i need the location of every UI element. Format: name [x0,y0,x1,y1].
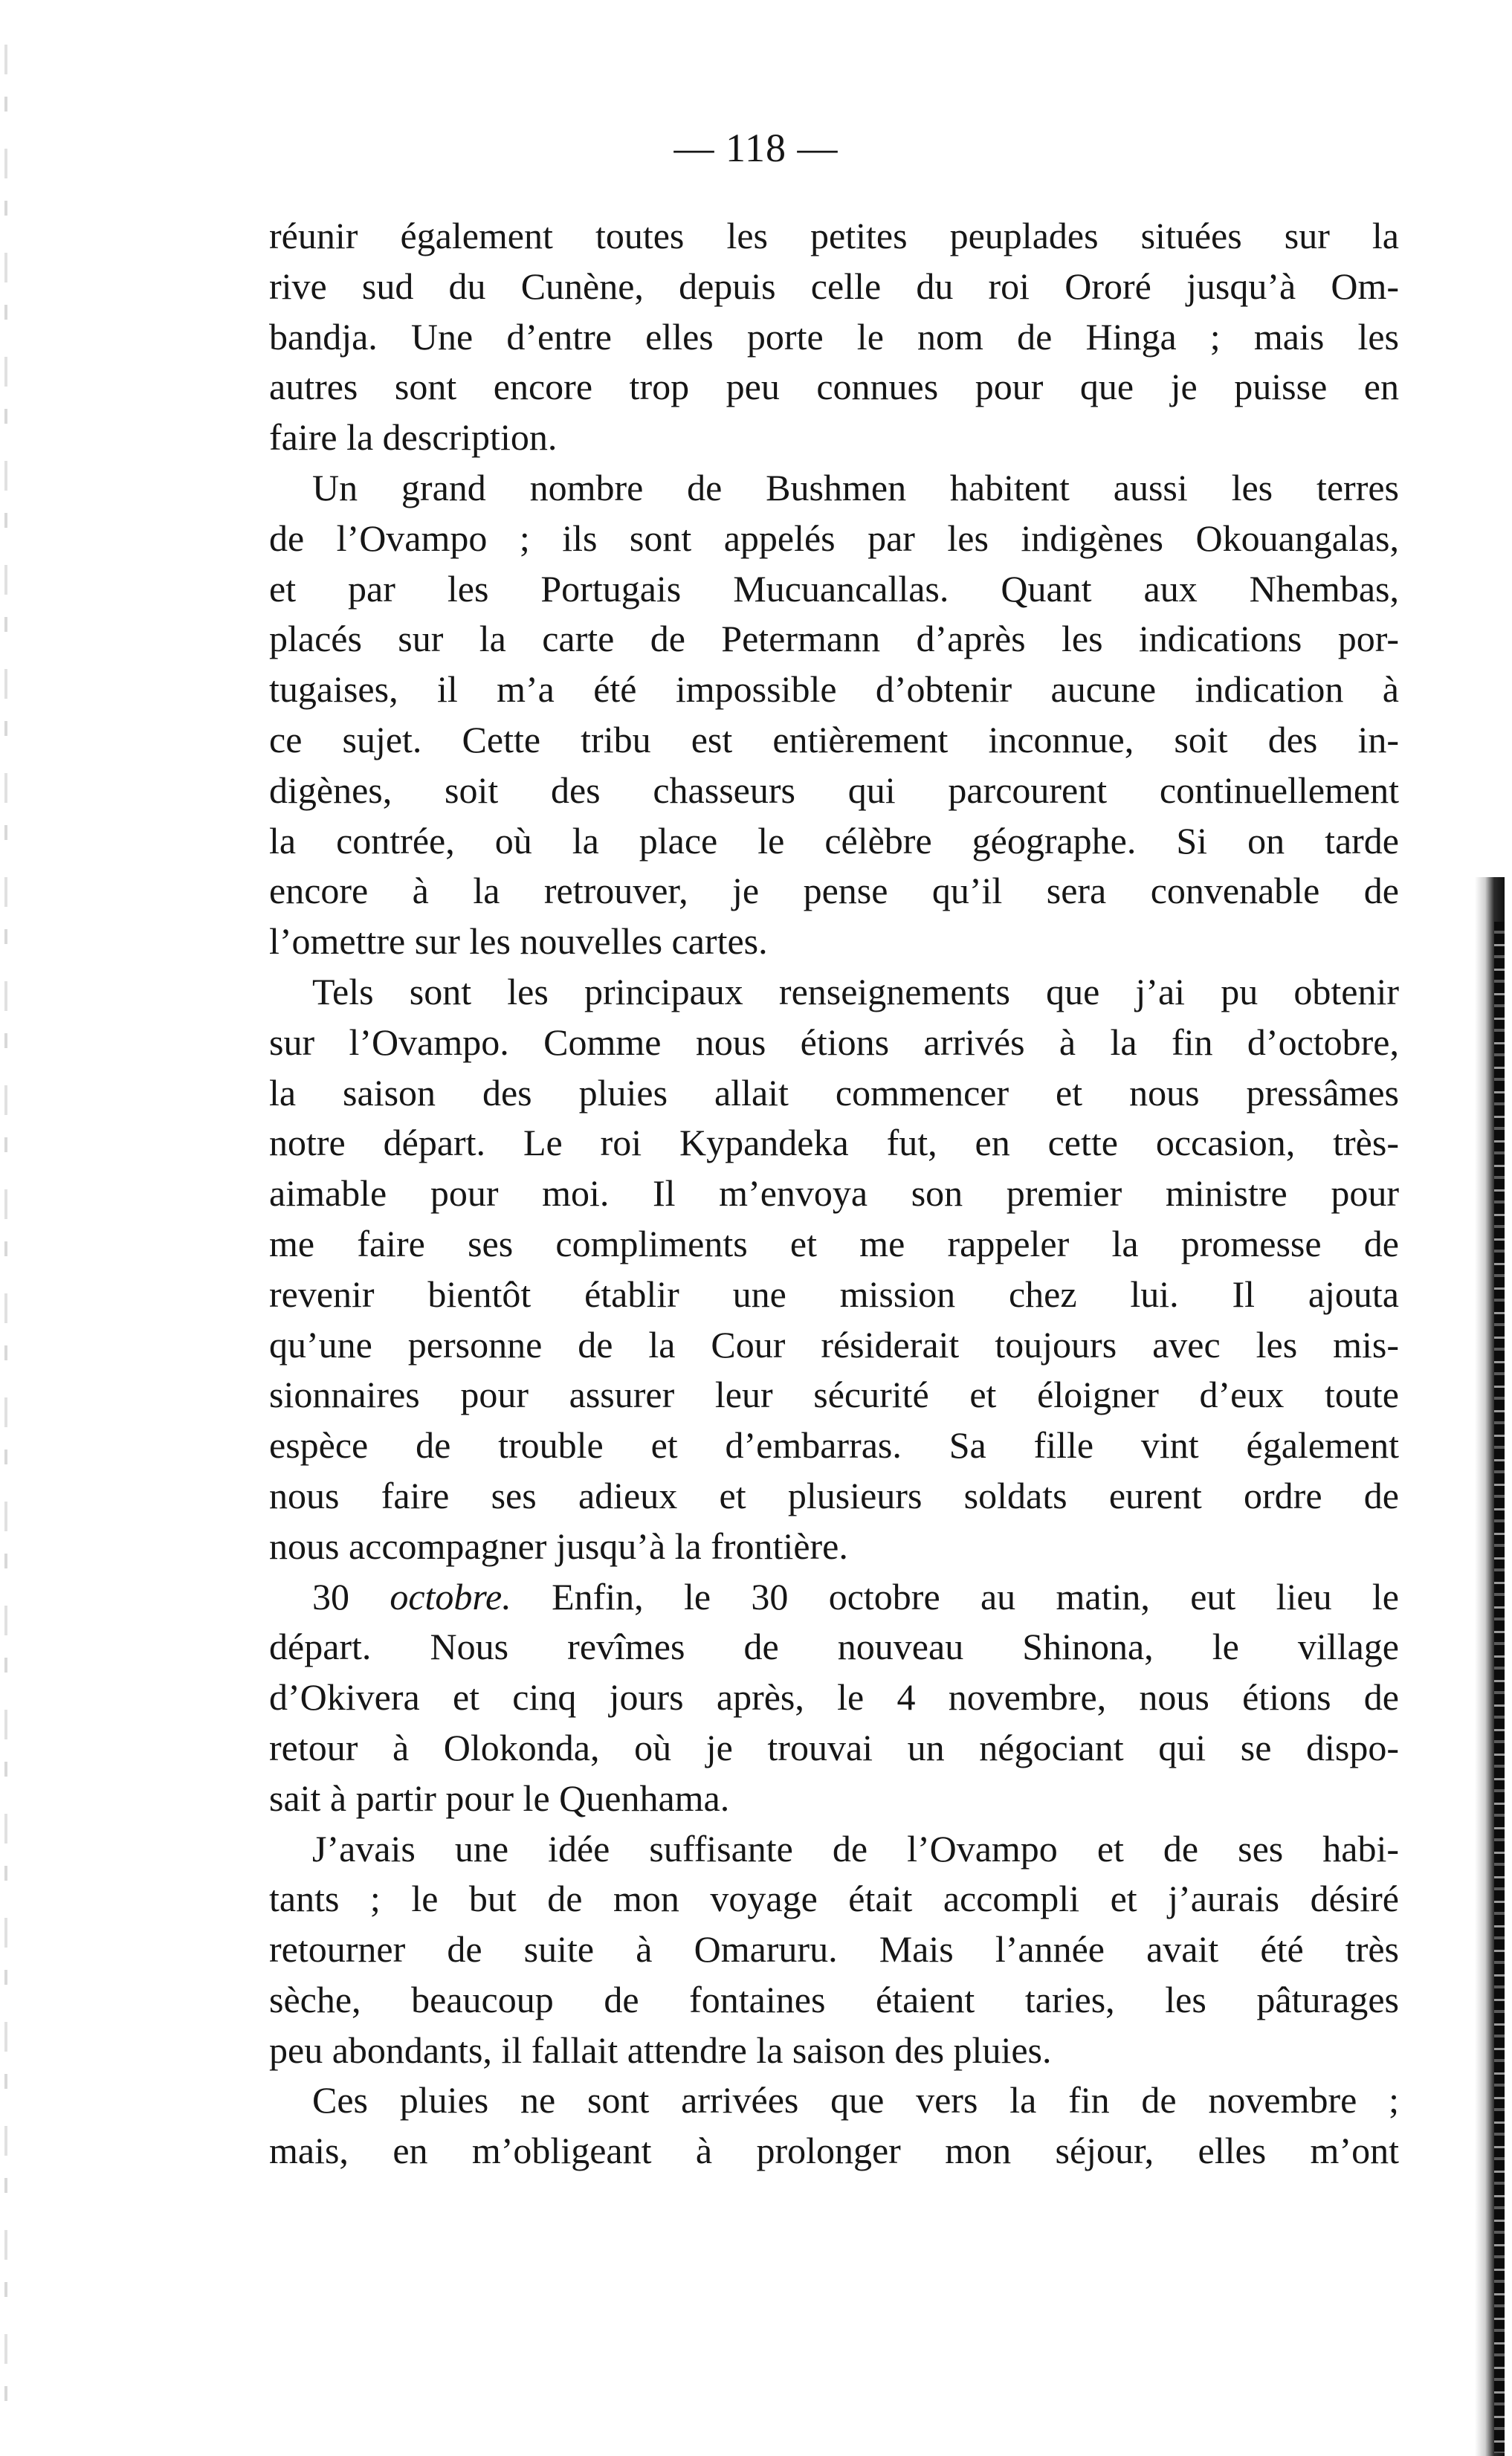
text-line: mais, en m’obligeant à prolonger mon séjour, elles m’ont [269,2130,1399,2172]
text-line: Ces pluies ne sont arrivées que vers la fin de novembre ; [312,2079,1399,2121]
text-line: retour à Olokonda, où je trouvai un négociant qui se dispo- [269,1726,1399,1768]
text-line: 30 octobre. Enfin, le 30 octobre au matin, eut lieu le [312,1575,1399,1618]
text-line: peu abondants, il fallait attendre la saison des pluies. [269,2029,1052,2071]
text-line: faire la description. [269,416,558,459]
text-line: et par les Portugais Mucuancallas. Quant aux Nhembas, [269,567,1399,610]
text-line: Tels sont les principaux renseignements que j’ai pu obtenir [312,970,1399,1012]
text-line: Un grand nombre de Bushmen habitent aussi les terres [312,466,1399,508]
scan-edge-right-texture [1494,922,1505,2453]
text-line: d’Okivera et cinq jours après, le 4 novembre, nous étions de [269,1676,1399,1719]
text-line: qu’une personne de la Cour résiderait toujours avec les mis- [269,1323,1399,1366]
text-line: notre départ. Le roi Kypandeka fut, en cette occasion, très- [269,1122,1399,1164]
text-line: bandja. Une d’entre elles porte le nom de Hinga ; mais les [269,315,1399,358]
text-line: sèche, beaucoup de fontaines étaient taries, les pâturages [269,1978,1399,2020]
body-text [269,211,1399,2177]
text-line: tugaises, il m’a été impossible d’obtenir aucune indication à [269,668,1399,711]
page-number: — 118 — [673,126,839,170]
text-line: sur l’Ovampo. Comme nous étions arrivés à la fin d’octobre, [269,1021,1399,1063]
text-line: sait à partir pour le Quenhama. [269,1777,730,1819]
text-line: me faire ses compliments et me rappeler la promesse de [269,1222,1399,1264]
text-line: ce sujet. Cette tribu est entièrement inconnue, soit des in- [269,718,1399,760]
text-line: nous faire ses adieux et plusieurs soldats eurent ordre de [269,1474,1399,1516]
text-line: autres sont encore trop peu connues pour que je puisse en [269,366,1399,408]
text-line: digènes, soit des chasseurs qui parcourent continuellement [269,769,1399,811]
text-line: tants ; le but de mon voyage était accompli et j’aurais désiré [269,1878,1399,1920]
text-line: de l’Ovampo ; ils sont appelés par les indigènes Okouangalas, [269,517,1399,559]
text-line: départ. Nous revîmes de nouveau Shinona, le village [269,1626,1399,1668]
text-line: nous accompagner jusqu’à la frontière. [269,1525,848,1567]
text-line: rive sud du Cunène, depuis celle du roi Ororé jusqu’à Om- [269,265,1399,307]
text-line: espèce de trouble et d’embarras. Sa fille vint également [269,1424,1399,1467]
text-line: revenir bientôt établir une mission chez lui. Il ajouta [269,1273,1399,1315]
scan-edge-left [4,45,7,2408]
text-line: la saison des pluies allait commencer et nous pressâmes [269,1071,1399,1114]
date-heading: octobre. [390,1575,511,1618]
text-line: la contrée, où la place le célèbre géographe. Si on tarde [269,819,1399,862]
text-line: sionnaires pour assurer leur sécurité et éloigner d’eux toute [269,1374,1399,1416]
text-line: l’omettre sur les nouvelles cartes. [269,920,768,963]
text-line: retourner de suite à Omaruru. Mais l’année avait été très [269,1928,1399,1971]
text-line: aimable pour moi. Il m’envoya son premier ministre pour [269,1172,1399,1215]
text-line: placés sur la carte de Petermann d’après les indications por- [269,618,1399,660]
text-line: réunir également toutes les petites peuplades situées sur la [269,215,1399,256]
text-line: J’avais une idée suffisante de l’Ovampo et de ses habi- [312,1827,1399,1870]
text-line: encore à la retrouver, je pense qu’il sera convenable de [269,870,1399,912]
